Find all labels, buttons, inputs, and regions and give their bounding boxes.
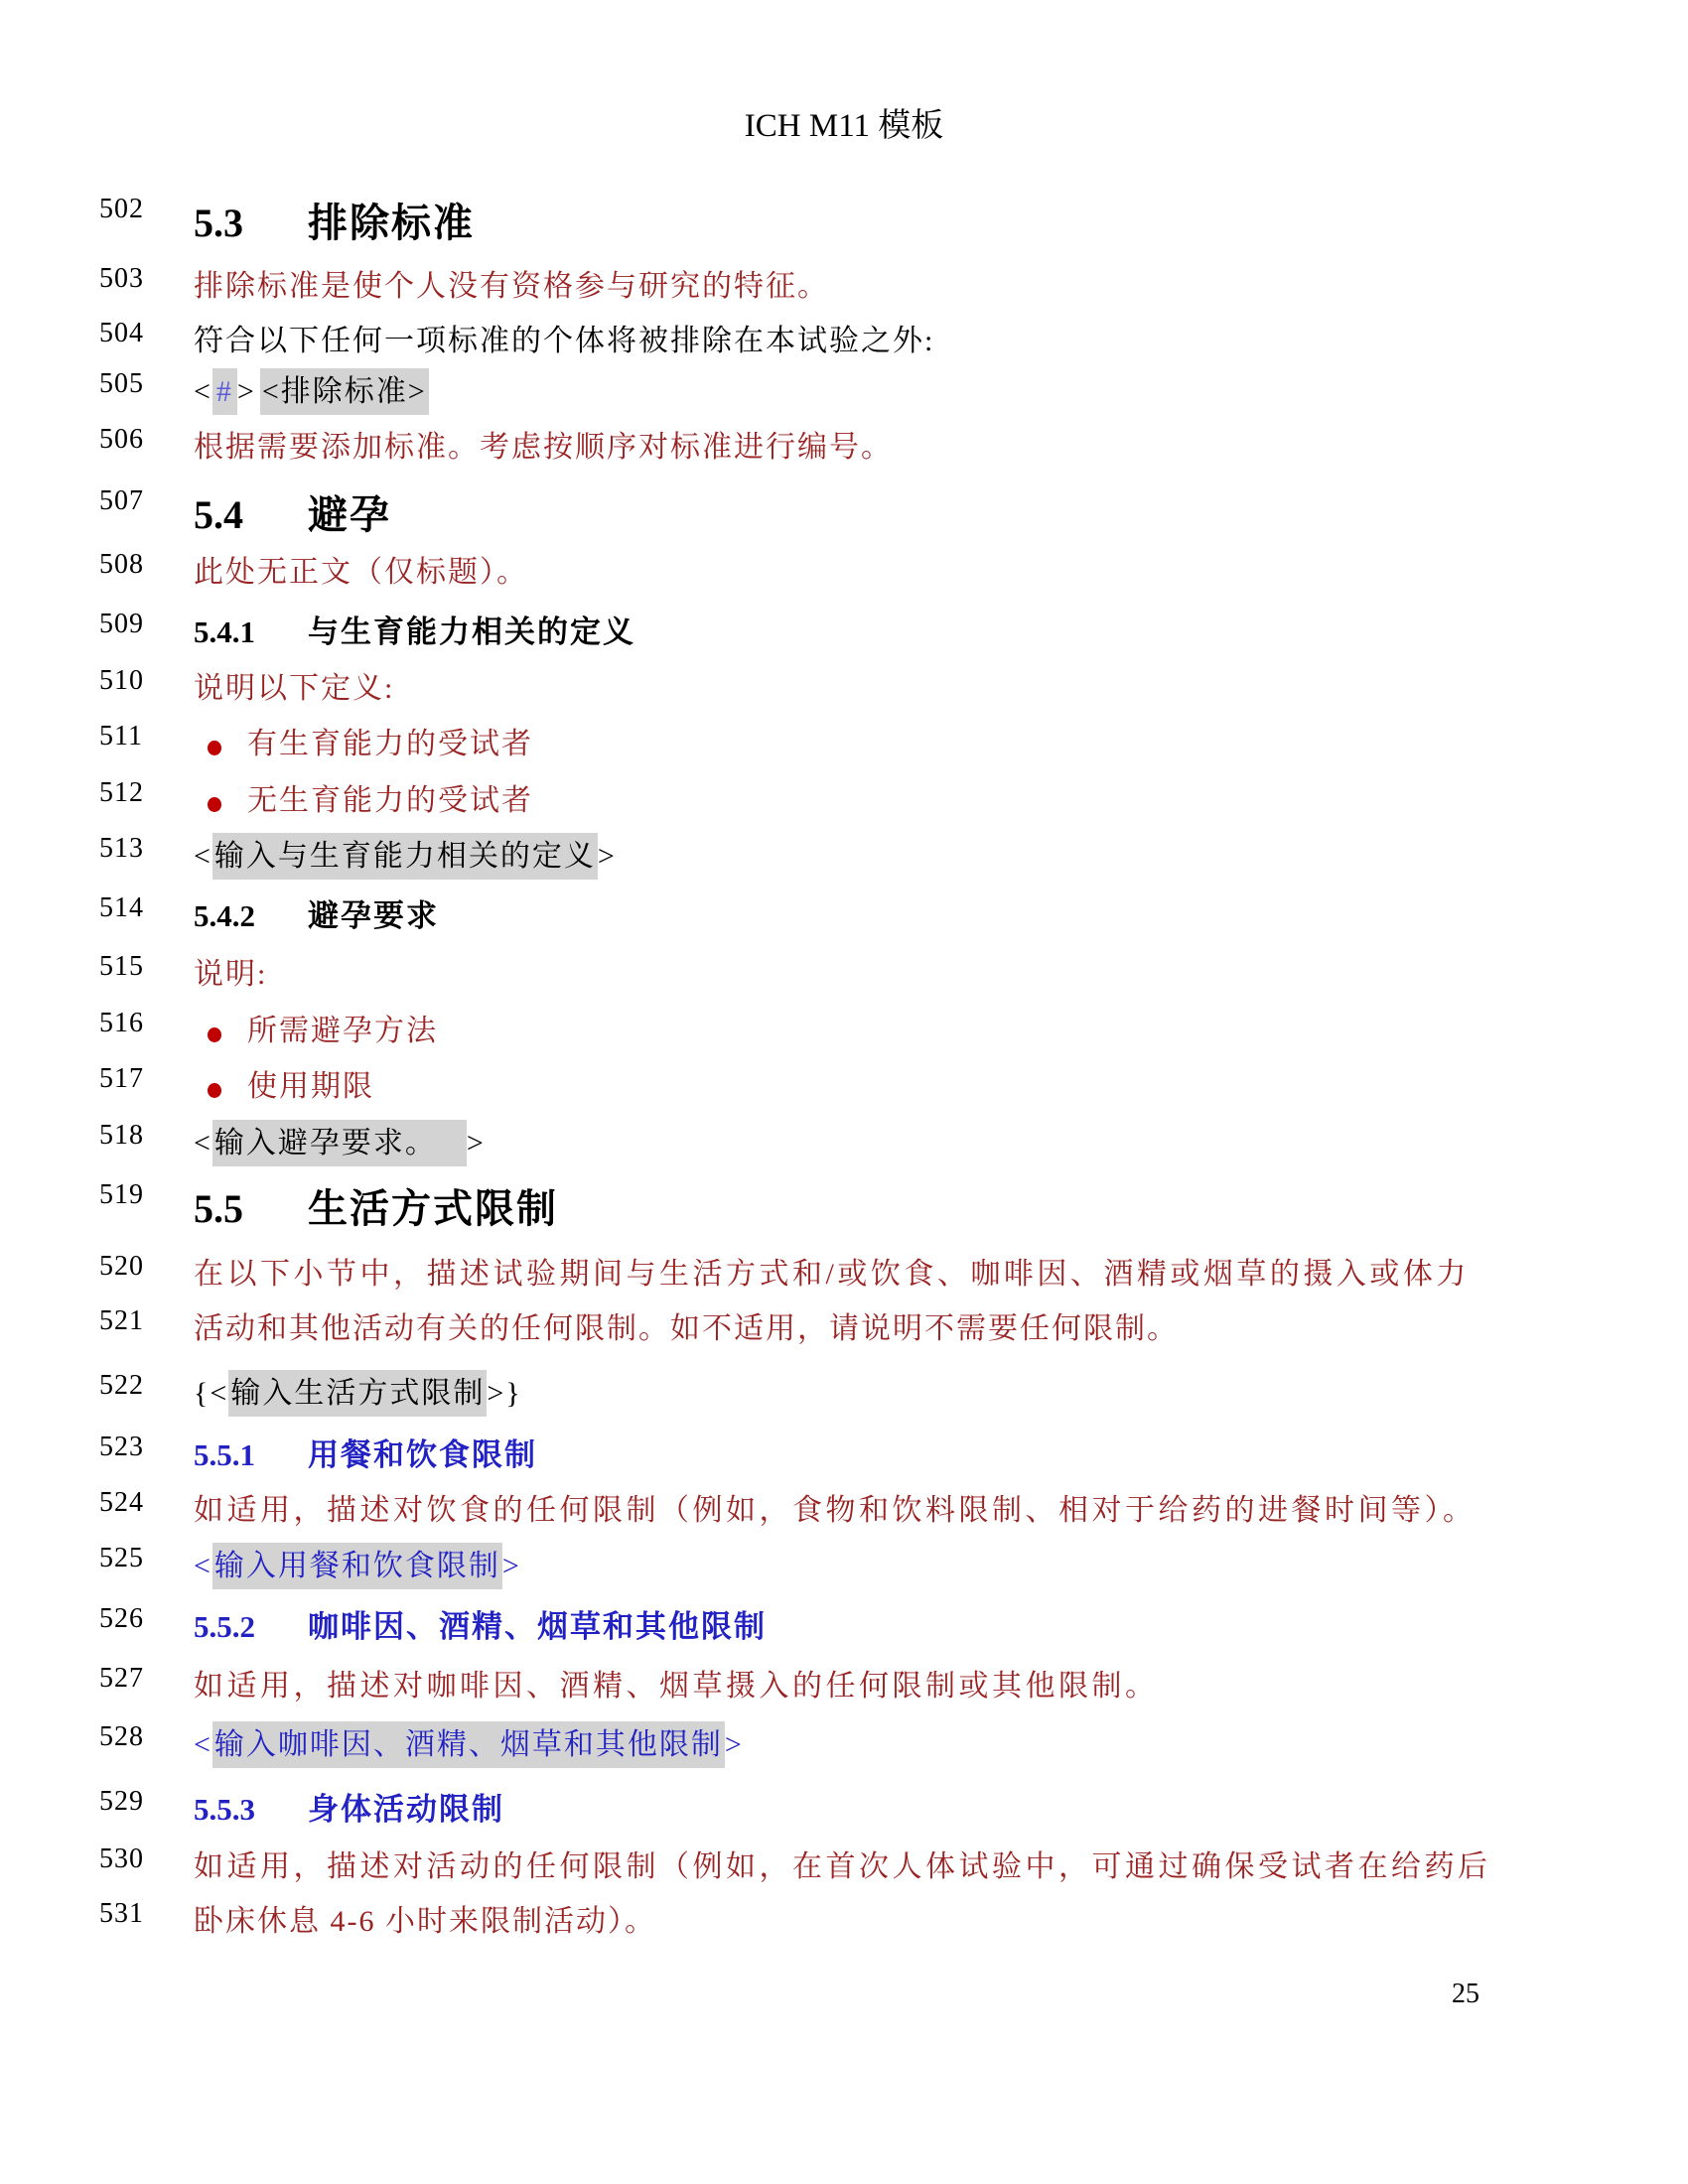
placeholder-line-518 — [0, 1118, 1688, 1161]
line-number: 526 — [99, 1603, 144, 1634]
placeholder-field: 输入用餐和饮食限制 — [212, 1543, 502, 1589]
line-number: 509 — [99, 609, 144, 639]
section-title: 生活方式限制 — [308, 1186, 558, 1231]
instruction-text: 根据需要添加标准。考虑按顺序对标准进行编号。 — [194, 431, 893, 464]
line-number: 507 — [99, 485, 144, 516]
instruction-text: 如适用，描述对饮食的任何限制（例如，食物和饮料限制、相对于给药的进餐时间等）。 — [194, 1494, 1477, 1527]
instruction-text: 排除标准是使个人没有资格参与研究的特征。 — [194, 270, 829, 303]
heading-5-5-1 — [0, 1430, 1688, 1474]
brace-close: } — [505, 1377, 522, 1410]
section-number: 5.5.3 — [194, 1792, 255, 1827]
instruction-line-503 — [0, 261, 1688, 305]
section-number: 5.5 — [194, 1186, 243, 1231]
line-number: 502 — [99, 194, 144, 224]
line-number: 527 — [99, 1663, 144, 1694]
line-number: 515 — [99, 951, 144, 982]
instruction-line-515 — [0, 949, 1688, 993]
angle-bracket-close: > — [501, 1550, 521, 1582]
instruction-line-506 — [0, 422, 1688, 466]
line-number: 522 — [99, 1370, 144, 1401]
bullet-line-512 — [0, 775, 1688, 819]
placeholder-field: 输入生活方式限制 — [228, 1370, 487, 1417]
heading-5-4-1 — [0, 607, 1688, 651]
bullet-text: 使用期限 — [247, 1070, 374, 1103]
heading-5-5-3 — [0, 1784, 1688, 1829]
instruction-line-531 — [0, 1896, 1688, 1940]
section-title: 避孕要求 — [308, 898, 439, 933]
angle-bracket-open: < — [194, 1127, 212, 1160]
bullet-icon — [208, 741, 221, 755]
bullet-text: 无生育能力的受试者 — [247, 784, 533, 817]
instruction-line-521 — [0, 1303, 1688, 1347]
line-number: 518 — [99, 1120, 144, 1151]
bullet-text: 有生育能力的受试者 — [247, 728, 533, 760]
instruction-text: 如适用，描述对活动的任何限制（例如，在首次人体试验中，可通过确保受试者在给药后 — [194, 1850, 1491, 1883]
bullet-line-511 — [0, 719, 1688, 762]
angle-bracket-open: < — [194, 840, 212, 873]
section-title: 排除标准 — [308, 201, 475, 245]
heading-5-4 — [0, 483, 1688, 540]
placeholder-field: 输入咖啡因、酒精、烟草和其他限制 — [212, 1721, 725, 1768]
placeholder-field: 输入避孕要求。 — [212, 1120, 467, 1166]
line-number: 517 — [99, 1063, 144, 1094]
line-number: 503 — [99, 263, 144, 294]
brace-open: { — [194, 1377, 211, 1410]
heading-5-3 — [0, 192, 1688, 248]
section-title: 身体活动限制 — [308, 1792, 504, 1827]
instruction-text: 如适用，描述对咖啡因、酒精、烟草摄入的任何限制或其他限制。 — [194, 1670, 1159, 1703]
page-number: 25 — [1452, 1979, 1479, 2009]
section-title: 与生育能力相关的定义 — [308, 614, 635, 649]
line-number: 511 — [99, 721, 143, 751]
page-header-title: ICH M11 模板 — [744, 108, 944, 144]
section-number: 5.4.1 — [194, 614, 255, 649]
line-number: 519 — [99, 1179, 144, 1210]
body-text: 符合以下任何一项标准的个体将被排除在本试验之外: — [194, 325, 935, 357]
line-number: 504 — [99, 318, 144, 348]
line-number: 520 — [99, 1251, 144, 1282]
line-number: 516 — [99, 1008, 144, 1038]
angle-bracket-close: > — [724, 1728, 744, 1761]
placeholder-line-513 — [0, 831, 1688, 875]
angle-bracket-close: > — [487, 1377, 506, 1410]
line-number: 521 — [99, 1305, 144, 1336]
line-number: 530 — [99, 1843, 144, 1874]
line-number: 506 — [99, 424, 144, 455]
section-title: 用餐和饮食限制 — [308, 1437, 537, 1472]
line-number: 529 — [99, 1786, 144, 1817]
angle-bracket-open: < — [194, 375, 212, 408]
placeholder-line-525 — [0, 1541, 1688, 1584]
heading-5-5 — [0, 1177, 1688, 1234]
line-number: 524 — [99, 1487, 144, 1518]
angle-bracket-open: < — [194, 1728, 212, 1761]
instruction-text: 卧床休息 4-6 小时来限制活动）。 — [194, 1905, 656, 1938]
section-title: 咖啡因、酒精、烟草和其他限制 — [308, 1609, 767, 1644]
section-title: 避孕 — [308, 492, 391, 537]
instruction-line-524 — [0, 1485, 1688, 1529]
placeholder-line-528 — [0, 1719, 1688, 1763]
placeholder-field: 输入与生育能力相关的定义 — [212, 833, 598, 880]
instruction-line-530 — [0, 1842, 1688, 1885]
placeholder-field: <排除标准> — [260, 368, 429, 415]
bullet-icon — [208, 1083, 221, 1098]
section-number: 5.5.1 — [194, 1437, 255, 1472]
number-placeholder-field: # — [212, 368, 237, 415]
bullet-icon — [208, 1027, 221, 1042]
angle-bracket-close: > — [597, 840, 617, 873]
instruction-text: 说明: — [194, 958, 268, 991]
bullet-line-516 — [0, 1006, 1688, 1049]
instruction-line-520 — [0, 1249, 1688, 1293]
section-number: 5.4 — [194, 492, 243, 537]
instruction-text: 活动和其他活动有关的任何限制。如不适用，请说明不需要任何限制。 — [194, 1312, 1179, 1345]
line-number: 528 — [99, 1721, 144, 1752]
heading-5-4-2 — [0, 890, 1688, 935]
instruction-line-527 — [0, 1661, 1688, 1705]
line-number: 508 — [99, 549, 144, 580]
line-number: 510 — [99, 665, 144, 696]
angle-bracket-open: < — [194, 1550, 212, 1582]
bullet-icon — [208, 797, 221, 812]
line-number: 512 — [99, 777, 144, 808]
instruction-line-508 — [0, 547, 1688, 591]
line-number: 531 — [99, 1898, 144, 1929]
placeholder-line-505 — [0, 366, 1688, 410]
instruction-line-510 — [0, 663, 1688, 707]
angle-bracket-close: > — [236, 375, 256, 408]
line-number: 525 — [99, 1543, 144, 1573]
section-number: 5.3 — [194, 201, 243, 245]
section-number: 5.4.2 — [194, 898, 255, 933]
line-number: 513 — [99, 833, 144, 864]
line-number: 505 — [99, 368, 144, 399]
angle-bracket-close: > — [466, 1127, 486, 1160]
instruction-text: 此处无正文（仅标题）。 — [194, 556, 528, 589]
heading-5-5-2 — [0, 1601, 1688, 1646]
section-number: 5.5.2 — [194, 1609, 255, 1644]
bullet-text: 所需避孕方法 — [247, 1015, 438, 1047]
instruction-text: 在以下小节中，描述试验期间与生活方式和/或饮食、咖啡因、酒精或烟草的摄入或体力 — [194, 1258, 1470, 1291]
line-number: 514 — [99, 892, 144, 923]
instruction-text: 说明以下定义: — [194, 672, 395, 705]
body-line-504 — [0, 316, 1688, 359]
angle-bracket-open: < — [210, 1377, 229, 1410]
bullet-line-517 — [0, 1061, 1688, 1105]
line-number: 523 — [99, 1432, 144, 1462]
placeholder-line-522 — [0, 1368, 1688, 1412]
